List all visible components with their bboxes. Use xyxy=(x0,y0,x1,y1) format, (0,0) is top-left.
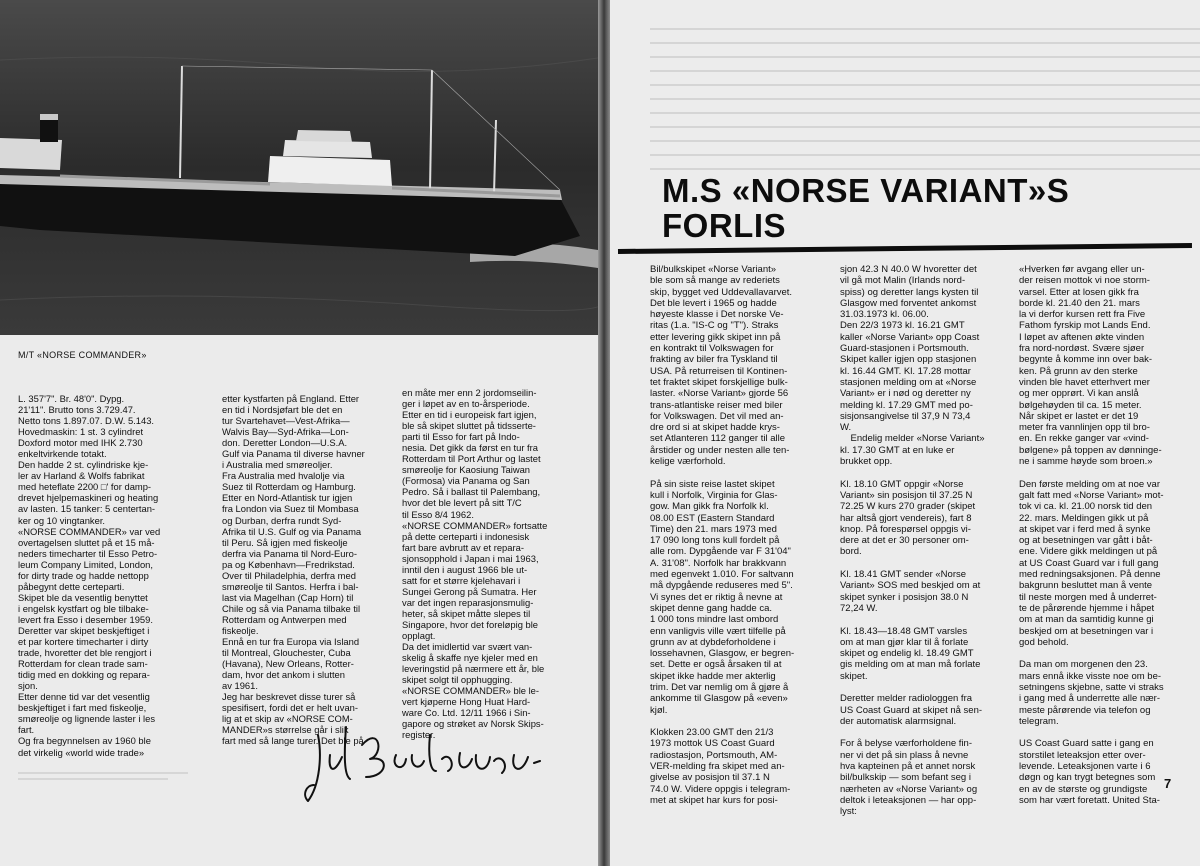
handwritten-signature xyxy=(300,715,560,810)
title-line-1: M.S «NORSE VARIANT»S xyxy=(662,172,1070,209)
photo-caption: M/T «NORSE COMMANDER» xyxy=(18,350,147,360)
article-column-2: sjon 42.3 N 40.0 W hvoretter det vil gå mot Malin (Irlands nord- spiss) og deretter langs kysten til Glasgow med forventet ankomst 31.03.1973 kl. 06.00. Den 22/3 1973 kl. 16.21 GMT kaller «Norse Variant» opp Coast Guard-stasjonen i Portsmouth. Skipet kaller igjen opp stasjonen kl. 16.44 GMT. Kl. 17.28 mottar stasjonen melding om at «Norse Variant» er i nød og deretter ny melding kl. 17.29 GMT med po- sisjonsangivelse til 37,9 N 73,4 W. Endelig melder «Norse Variant» kl. 17.30 GMT at en luke er brukket opp. Kl. 18.10 GMT oppgir «Norse Variant» sin posisjon til 37.25 N 72.25 W kurs 270 grader (skipet har altså gjort vendereis), fart 8 knop. På forespørsel oppgis vi- dere at det er 30 personer om- bord. Kl. 18.41 GMT sender «Norse Variant» SOS med beskjed om at skipet synker i posisjon 38.0 N 72,24 W. Kl. 18.43—18.48 GMT varsles om at man gjør klar til å forlate skipet og endelig kl. 18.49 GMT gis melding om at man må forlate skipet. Deretter melder radiologgen fra US Coast Guard at skipet nå sen- der automatisk alarmsignal. For å belyse værforholdene fin- ner vi det på sin plass å nevne hva kapteinen på et annet norsk bil/bulkskip — som befant seg i nærheten av «Norse Variant» og deltok i leteaksjonen — har opp- lyst: xyxy=(840,264,985,818)
page-number: 7 xyxy=(1164,776,1172,791)
article-column-2: etter kystfarten på England. Etter en tid i Nordsjøfart ble det en tur Svartehavet—Vest-Afrika— Walvis Bay—Syd-Afrika—Lon- don. Deretter London—U.S.A. Gulf via Panama til diverse havner i Australia med smøreoljer. Fra Australia med hvalolje via Suez til Rotterdam og Hamburg. Etter en Nord-Atlantisk tur igjen fra London via Suez til Mombasa og Durban, derfra rundt Syd- Afrika til U.S. Gulf og via Panama til Peru. Så igjen med fiskeolje derfra via Panama til Nord-Euro- pa og København—Fredrikstad. Over til Philadelphia, derfra med smøreolje til Santos. Herfra i bal- last via Magelhan (Cap Horn) til Chile og så via Panama tilbake til Rotterdam og Antwerpen med fiskeolje. Ennå en tur fra Europa via Island til Montreal, Glouchester, Cuba (Havana), New Orleans, Rotter- dam, hvor det ankom i slutten av 1961. Jeg har beskrevet disse turer så spesifisert, fordi det er helt uvan- lig at et skip av «NORSE COM- MANDER»s størrelse går i slik fart med så lange turer. Det ble på xyxy=(222,393,365,747)
article-column-3: «Hverken før avgang eller un- der reisen mottok vi noe storm- varsel. Etter at losen gikk fra borde kl. 21.40 den 21. mars la vi derfor kursen rett fra Five Fathom fyrskip mot Lands End. I løpet av aftenen økte vinden fra nord-nordøst. Svære sjøer begynte å komme inn over bak- ken. På grunn av den sterke vinden ble havet etterhvert mer og mer opprørt. Vi kan anslå bølgehøyden til ca. 15 meter. Når skipet er lastet er det 19 meter fra vannlinjen opp til bro- en. En rekke ganger var «vind- bølgene» på toppen av dønninge- ne i samme høyde som broen.» Den første melding om at noe var galt fatt med «Norse Variant» mot- tok vi ca. kl. 21.00 norsk tid den 22. mars. Meldingen gikk ut på at skipet var i ferd med å synke og at besetningen var gått i båt- ene. Videre gikk meldingen ut på at US Coast Guard var i full gang med redningsaksjonen. På denne bakgrunn besluttet man å vente til neste morgen med å underret- te de pårørende hjemme i håpet om at man da samtidig kunne gi beskjed om at besetningen var i god behold. Da man om morgenen den 23. mars ennå ikke visste noe om be- setningens skjebne, satte vi straks i gang med å underrette alle nær- meste pårørende via telefon og telegram. US Coast Guard satte i gang en storstilet leteaksjon etter over- levende. Leteaksjonen varte i 6 døgn og kan trygt betegnes som en av de største og grundigste som har vært foretatt. United Sta- xyxy=(1019,264,1164,806)
faint-bleed-text xyxy=(18,768,188,784)
article-column-1: Bil/bulkskipet «Norse Variant» ble som så mange av rederiets skip, bygget ved Uddevallavarvet. Det ble levert i 1965 og hadde høyeste klasse i Det norske Ve- ritas (1.a. "IS-C og "T"). Straks etter levering gikk skipet inn på en kontrakt til Volkswagen for frakting av biler fra Tyskland til USA. På returreisen til Kontinen- tet fraktet skipet forskjellige bulk- laster. «Norse Variant» gjorde 56 trans-atlantiske reiser med biler for Volkswagen. Det vil med an- dre ord si at skipet hadde krys- set Atlanteren 112 ganger til alle årstider og under nesten alle ten- kelige værforhold. På sin siste reise lastet skipet kull i Norfolk, Virginia for Glas- gow. Man gikk fra Norfolk kl. 08.00 EST (Eastern Standard Time) den 21. mars 1973 med 17 090 long tons kull fordelt på alle rom. Dypgående var F 31'04" A. 31'08". Norfolk har brakkvann med egenvekt 1.010. For saltvann må dypgående reduseres med 5". Vi synes det er riktig å nevne at skipet denne gang hadde ca. 1 000 tons mindre last ombord enn vanligvis ville vært tilfelle på grunn av at dybdeforholdene i lossehavnen, Glasgow, er begren- set. Dette er også årsaken til at skipet ikke hadde mer akterlig trim. Det var nemlig om å gjøre å ankomme til Glasgow på «even» kjøl. Klokken 23.00 GMT den 21/3 1973 mottok US Coast Guard radiostasjon, Portsmouth, AM- VER-melding fra skipet med an- givelse av posisjon til 37.1 N 74.0 W. Videre oppgis i telegram- met at skipet har kurs for posi- xyxy=(650,264,795,806)
bleed-through-text xyxy=(650,18,1200,193)
title-rule xyxy=(618,243,1192,254)
left-page xyxy=(0,0,598,866)
article-title xyxy=(662,173,1069,243)
tanker-ship-illustration xyxy=(0,0,598,335)
title-line-2: FORLIS xyxy=(662,207,786,244)
article-column-1: L. 357'7". Br. 48'0". Dypg. 21'11". Brutto tons 3.729.47. Netto tons 1.897.07. D.W. 5.143. Hovedmaskin: 1 st. 3 cylindret Doxford motor med IHK 2.730 enkeltvirkende totakt. Den hadde 2 st. cylindriske kje- ler av Harland & Wolfs fabrikat med heteflate 2200 □' for damp- drevet hjelpemaskineri og heating av lasten. 15 tanker: 5 centertan- ker og 10 vingtanker. «NORSE COMMANDER» var ved overtagelsen sluttet på et 15 må- neders timecharter til Esso Petro- leum Company Limited, London, for dirty trade og hadde nettopp påbegynt dette certeparti. Skipet ble da vesentlig benyttet i engelsk kystfart og ble tilbake- levert fra Esso i desember 1959. Deretter var skipet beskjeftiget i et par kortere timecharter i dirty trade, hvoretter det ble rengjort i Rotterdam for clean trade sam- tidig med en dokking og repara- sjon. Etter denne tid var det vesentlig beskjeftiget i fart med fiskeolje, smøreolje og lignende laster i les fart. Og fra begynnelsen av 1960 ble det virkelig «world wide trade» xyxy=(18,393,161,758)
ship-photo xyxy=(0,0,598,335)
right-page xyxy=(610,0,1200,866)
article-column-3: en måte mer enn 2 jordomseilin- ger i løpet av en to-årsperiode. Etter en tid i europeisk fart igjen, ble så skipet sluttet på tidsserte- parti til Esso for fart på Indo- nesia. Det gikk da først en tur fra Rotterdam til Port Arthur og lastet smøreolje for Kaosiung Taiwan (Formosa) via Panama og San Pedro. Så i ballast til Palembang, hvor det ble levert på sitt T/C til Esso 8/4 1962. «NORSE COMMANDER» fortsatte på dette certeparti i indonesisk fart bare avbrutt av et repara- sjonsopphold i Japan i mai 1963, inntil den i august 1966 ble ut- satt for et større kjelehavari i Sungei Gerong på Sumatra. Her var det ingen reparasjonsmulig- heter, så skipet måtte slepes til Singapore, hvor det foreløpig ble opplagt. Da det imidlertid var svært van- skelig å skaffe nye kjeler med en leveringstid på nærmere ett år, ble skipet solgt til opphugging. «NORSE COMMANDER» ble le- vert kjøperne Hong Huat Hard- ware Co. Ltd. 12/11 1966 i Sin- gapore og strøket av Norsk Skips- register. xyxy=(402,387,548,741)
page-gutter xyxy=(598,0,610,866)
